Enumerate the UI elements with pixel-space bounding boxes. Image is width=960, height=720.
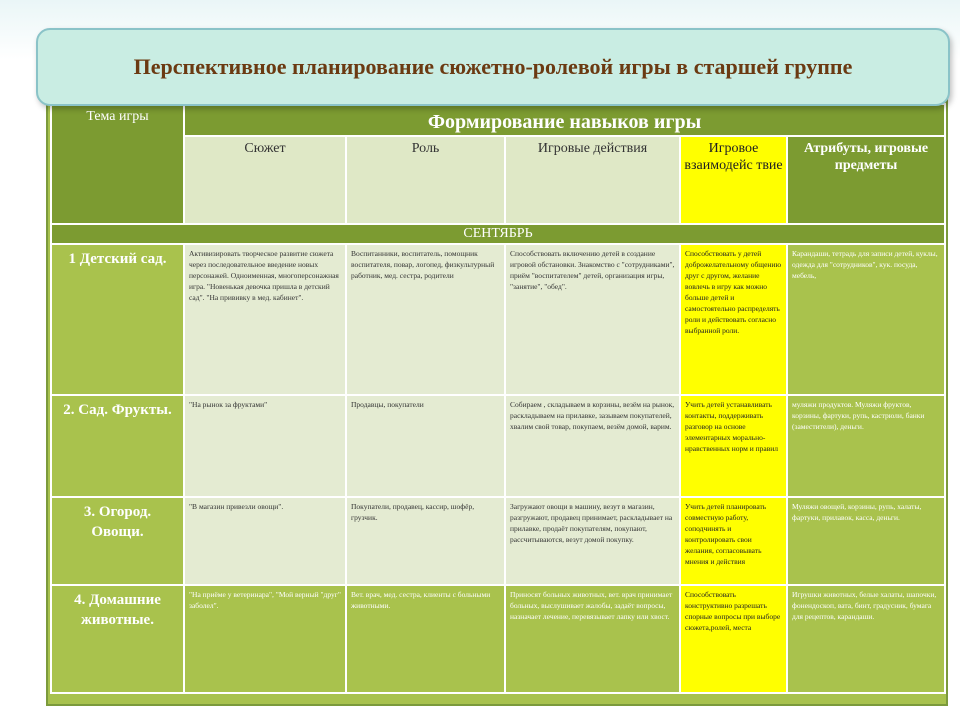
row-plot: "На рынок за фруктами" (184, 395, 346, 497)
column-header-interaction (680, 136, 787, 224)
column-header-plot (184, 136, 346, 224)
row-topic: 1 Детский сад. (51, 244, 184, 395)
table-row (51, 395, 945, 497)
header-row-columns (51, 136, 945, 224)
table-row (51, 585, 945, 693)
row-actions: Приносят больных животных, вет. врач принимает больных, выслушивает жалобы, задаёт вопросы, назначает лечение, перевязывает лапку или хвост. (505, 585, 680, 693)
row-plot: "На приёме у ветеринара", "Мой верный "друг" заболел". (184, 585, 346, 693)
row-topic: 4. Домашние животные. (51, 585, 184, 693)
row-plot: "В магазин привезли овощи". (184, 497, 346, 585)
column-header-interaction-label: Игровое взаимодейс твие (684, 141, 783, 173)
group-header (184, 104, 945, 136)
row-actions: Загружают овощи в машину, везут в магазин, разгружают, продавец принимает, раскладывает на прилавке, продаёт покупателям, покупают, рассчитываются, везут домой покупку. (505, 497, 680, 585)
row-attributes: Игрушки животных, белые халаты, шапочки, фонендоскоп, вата, бинт, градусник, бумага для рецептов, карандаши. (787, 585, 945, 693)
page-title: Перспективное планирование сюжетно-ролевой игры в старшей группе (133, 54, 853, 79)
row-actions: Собираем , складываем в корзины, везём на рынок, раскладываем на прилавке, зазываем покупателей, хвалим свой товар, покупаем, везём домой, варим. (505, 395, 680, 497)
row-attributes: муляжи продуктов. Муляжи фруктов, корзины, фартуки, рупь, кастрюли, банки (заместители), деньги. (787, 395, 945, 497)
row-interaction: Учить детей устанавливать контакты, поддерживать разговор на основе элементарных морально-нравственных норм и правил (680, 395, 787, 497)
row-topic: 2. Сад. Фрукты. (51, 395, 184, 497)
month-cell (51, 224, 945, 244)
column-header-plot-label: Сюжет (244, 141, 286, 156)
header-row-group (51, 104, 945, 136)
row-interaction: Учить детей планировать совместную работу, соподчинять и контролировать свои желания, согласовывать мнения и действия (680, 497, 787, 585)
table-row (51, 244, 945, 395)
row-plot: Активизировать творческое развитие сюжета через последовательное введение новых персонажей. Одноименная, многоперсонажная игра. "Новенькая девочка пришла в детский сад". "На прививку в мед. кабинет". (184, 244, 346, 395)
row-interaction: Способствовать конструктивно разрешать спорные вопросы при выборе сюжета,ролей, места (680, 585, 787, 693)
month-label: СЕНТЯБРЬ (463, 226, 533, 241)
column-header-role (346, 136, 505, 224)
column-header-role-label: Роль (411, 141, 440, 156)
row-role: Воспитанники, воспитатель, помощник воспитателя, повар, логопед, физкультурный работник, мед. сестра, родители (346, 244, 505, 395)
row-attributes: Карандаши, тетрадь для записи детей, куклы, одежда для "сотрудников", кук. посуда, мебель, (787, 244, 945, 395)
row-topic: 3. Огород. Овощи. (51, 497, 184, 585)
table-row (51, 497, 945, 585)
row-interaction: Способствовать у детей доброжелательному общению друг с другом, желание вовлечь в игру как можно больше детей и самостоятельно распределять роли и действовать согласно выбранной роли. (680, 244, 787, 395)
column-header-actions (505, 136, 680, 224)
row-role: Покупатели, продавец, кассир, шофёр, грузчик. (346, 497, 505, 585)
row-actions: Способствовать включению детей в создание игровой обстановки. Знакомство с "сотрудниками", приём "воспитателем" детей, организация игры, "занятие", "обед". (505, 244, 680, 395)
column-header-actions-label: Игровые действия (537, 141, 648, 156)
group-header-label: Формирование навыков игры (427, 111, 702, 133)
column-header-attributes (787, 136, 945, 224)
title-banner (36, 28, 950, 106)
topic-header (51, 104, 184, 224)
row-role: Продавцы, покупатели (346, 395, 505, 497)
row-attributes: Муляжи овощей, корзины, рупь, халаты, фартуки, прилавок, касса, деньги. (787, 497, 945, 585)
topic-header-label: Тема игры (86, 109, 149, 124)
column-header-attributes-label: Атрибуты, игровые предметы (803, 141, 929, 173)
row-role: Вет. врач, мед. сестра, клиенты с больными животными. (346, 585, 505, 693)
month-row (51, 224, 945, 244)
planning-table (50, 103, 946, 694)
